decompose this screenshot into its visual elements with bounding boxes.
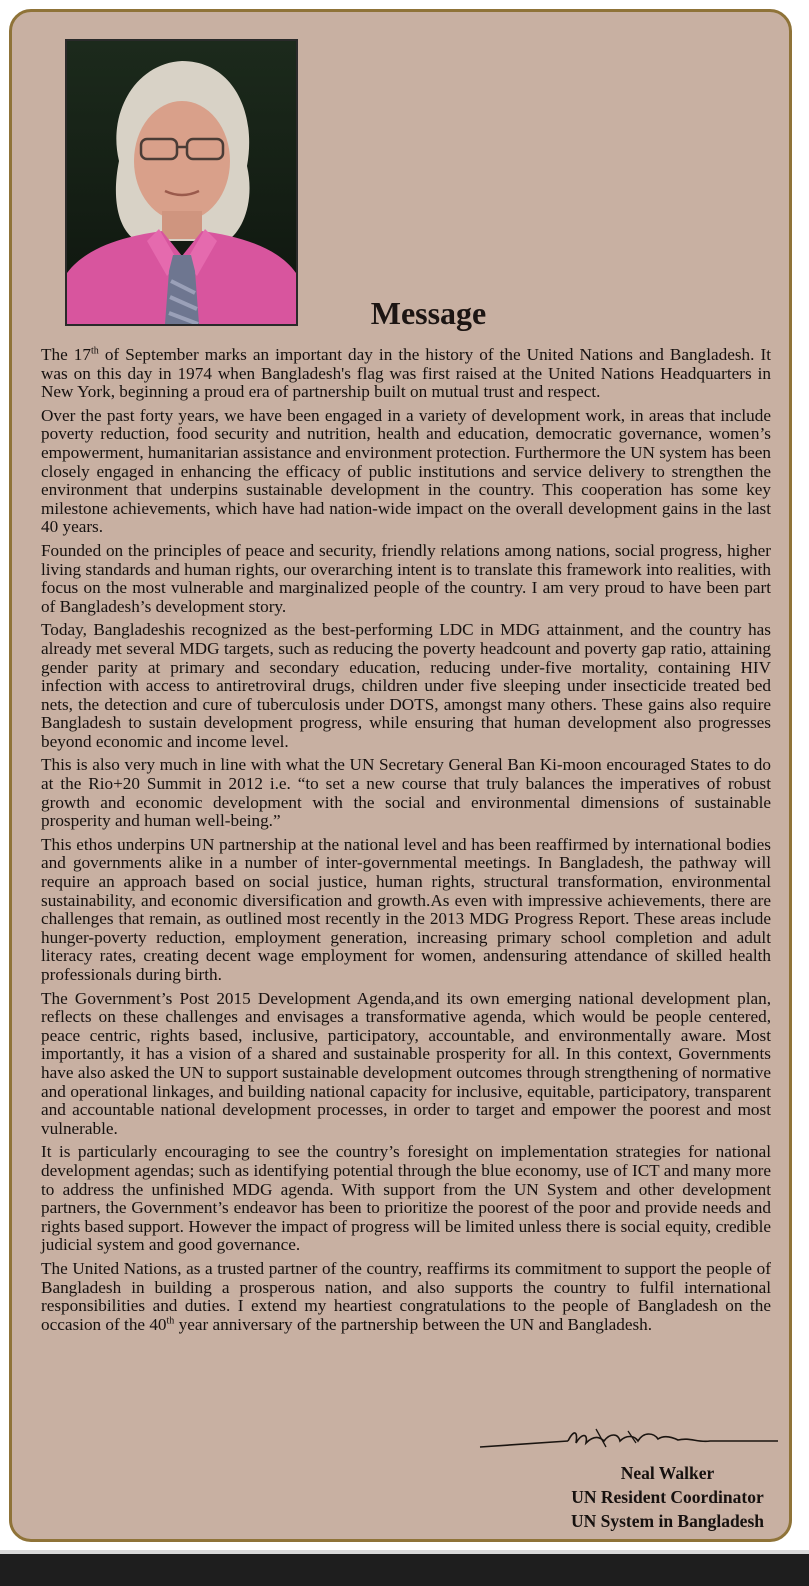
paragraph-9: The United Nations, as a trusted partner of the country, reaffirms its commitment to support the people of Bangladesh in building a prosperous nation, and also supports the country to fulfil international responsibilities and duties. I extend my heartiest congratulations to the people of Bangladesh on the occasion of the 40th year anniversary of the partnership between the UN and Bangladesh. (41, 1258, 771, 1334)
paragraph-5: This is also very much in line with what the UN Secretary General Ban Ki-moon encouraged States to do at the Rio+20 Summit in 2012 i.e. “to set a new course that truly balances the imperatives of robust growth and economic development with the social and environmental dimensions of sustainable prosperity and human well-being.” (41, 755, 771, 831)
message-card (9, 9, 792, 1542)
bottom-bar (0, 1554, 809, 1586)
paragraph-4: Today, Bangladeshis recognized as the best-performing LDC in MDG attainment, and the country has already met several MDG targets, such as reducing the poverty headcount and poverty gap ratio, attaining gender parity at primary and secondary education, reducing under-five mortality, containing HIV infection with access to antiretroviral drugs, children under five sleeping under insecticide treated bed nets, the detection and cure of tuberculosis under DOTS, amongst many others. These gains also require Bangladesh to sustain development progress, while ensuring that human development also progresses beyond economic and income level. (41, 620, 771, 751)
signoff-name: Neal Walker (620, 1463, 715, 1483)
message-body (41, 346, 771, 1339)
paragraph-6: This ethos underpins UN partnership at the national level and has been reaffirmed by international bodies and governments alike in a number of inter-governmental meetings. In Bangladesh, the pathway will require an approach based on social justice, human rights, structural transformation, environmental sustainability, and economic diversification and growth.As even with impressive achievements, there are challenges that remain, as outlined most recently in the 2013 MDG Progress Report. These areas include hunger-poverty reduction, employment generation, increasing primary school completion and adult literacy rates, creating decent wage employment for women, andensuring attendance of skilled health professionals during birth. (41, 834, 771, 984)
page-title: Message (370, 295, 487, 331)
signoff-block (571, 1461, 764, 1533)
handwritten-signature (478, 1419, 778, 1455)
paragraph-7: The Government’s Post 2015 Development Agenda,and its own emerging national development plan, reflects on these challenges and envisages a transformative agenda, which would be people centered, peace centric, rights based, inclusive, participatory, accountable, and environmentally aware. Most importantly, it has a vision of a shared and sustainable prosperity for all. In this context, Governments have also asked the UN to support sustainable development outcomes through strengthening of normative and operational linkages, and building national capacity for inclusive, equitable, participatory, transparent and accountable national development processes, in order to target and empower the poorest and most vulnerable. (41, 988, 771, 1138)
signoff-org: UN System in Bangladesh (570, 1511, 764, 1531)
paragraph-3: Founded on the principles of peace and security, friendly relations among nations, social progress, higher living standards and human rights, our overarching intent is to translate this framework into realities, with focus on the most vulnerable and marginalized people of the country. I am very proud to have been part of Bangladesh’s development story. (41, 540, 771, 616)
portrait-image (67, 41, 296, 324)
paragraph-8: It is particularly encouraging to see the country’s foresight on implementation strategies for national development agendas; such as identifying potential through the blue economy, use of ICT and many more to address the unfinished MDG agenda. With support from the UN System and other development partners, the Government’s endeavor has been to prioritize the poorest of the poor and provide needs and rights based support. However the impact of progress will be limited unless there is social equity, credible judicial system and good governance. (41, 1142, 771, 1255)
portrait-photo (65, 39, 298, 326)
paragraph-1: The 17th of September marks an important day in the history of the United Nations and Bangladesh. It was on this day in 1974 when Bangladesh's flag was first raised at the United Nations Headquarters in New York, beginning a proud era of partnership built on mutual trust and respect. (41, 345, 771, 402)
signoff-role: UN Resident Coordinator (571, 1487, 764, 1507)
paragraph-2: Over the past forty years, we have been engaged in a variety of development work, in areas that include poverty reduction, food security and nutrition, health and education, democratic governance, women’s empowerment, humanitarian assistance and environment protection. Furthermore the UN system has been closely engaged in enhancing the efficacy of public institutions and service delivery to strengthen the environment that underpins sustainable development in the country. This cooperation has some key milestone achievements, which have had nation-wide impact on the overall development gains in the last 40 years. (41, 405, 771, 537)
